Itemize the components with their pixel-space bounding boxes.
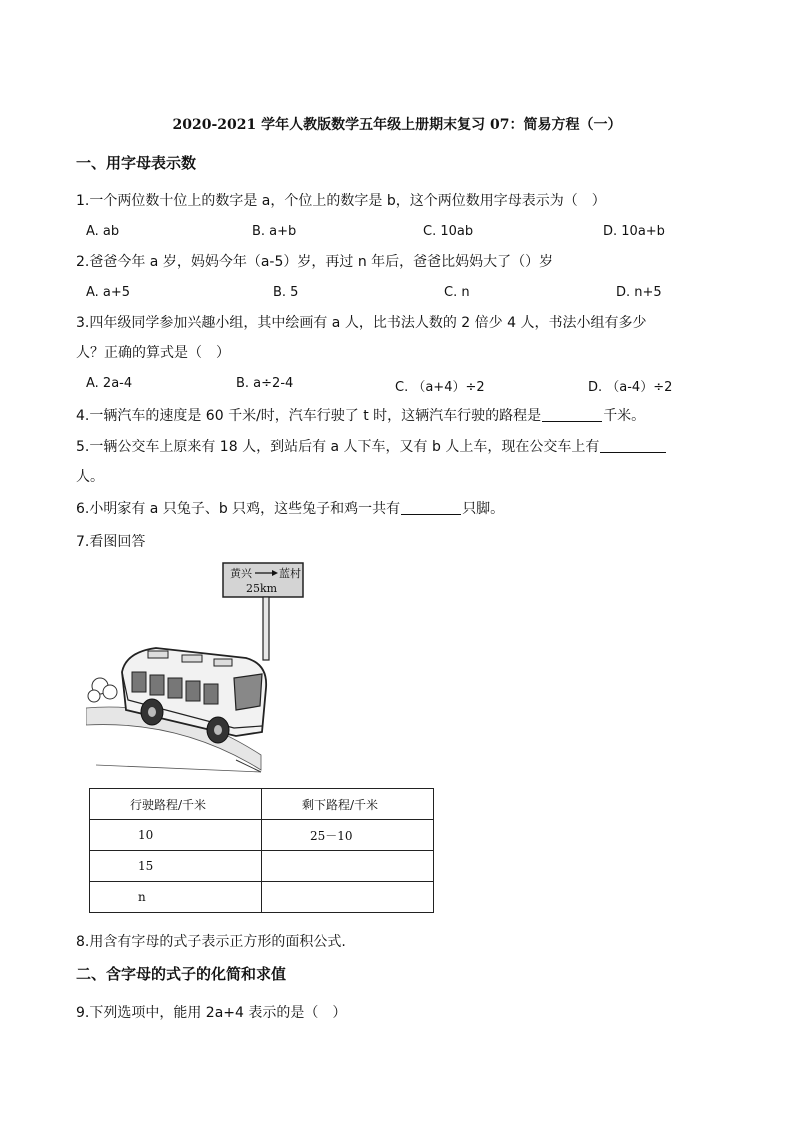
table-row: [90, 882, 434, 913]
distance-table: [89, 788, 434, 913]
q1-option-a[interactable]: A. ab: [86, 224, 120, 239]
table-answer-cell[interactable]: [262, 851, 434, 882]
question-5-text: 5.一辆公交车上原来有 18 人，到站后有 a 人下车，又有 b 人上车，现在公交车上有: [76, 439, 600, 455]
bus-road-illustration: [86, 560, 316, 775]
q3-option-c[interactable]: C. （a+4）÷2: [395, 380, 485, 395]
question-9: 9.下列选项中，能用 2a+4 表示的是（ ）: [76, 1005, 347, 1021]
sign-distance: 25km: [246, 582, 278, 595]
question-3-line-2: 人？正确的算式是（ ）: [76, 345, 230, 361]
question-4-text: 4.一辆汽车的速度是 60 千米/时，汽车行驶了 t 时，这辆汽车行驶的路程是: [76, 408, 542, 424]
question-5-line-2: 人。: [76, 469, 104, 485]
question-3-line-1: 3.四年级同学参加兴趣小组，其中绘画有 a 人，比书法人数的 2 倍少 4 人，书法小组有多少: [76, 315, 647, 331]
q2-option-d[interactable]: D. n+5: [616, 285, 662, 300]
question-2: 2.爸爸今年 a 岁，妈妈今年（a-5）岁，再过 n 年后，爸爸比妈妈大了（）岁: [76, 254, 554, 270]
answer-blank-6[interactable]: [401, 500, 461, 515]
table-cell: 15: [90, 851, 262, 882]
question-8: 8.用含有字母的式子表示正方形的面积公式.: [76, 934, 346, 950]
q3-option-a[interactable]: A. 2a-4: [86, 376, 133, 391]
page-title: 2020-2021 学年人教版数学五年级上册期末复习 07：简易方程（一）: [172, 117, 622, 133]
table-row: [90, 851, 434, 882]
section-heading-2: 二、含字母的式子的化简和求值: [76, 965, 287, 983]
q1-option-c[interactable]: C. 10ab: [423, 224, 474, 239]
table-cell: 25－10: [262, 820, 434, 851]
question-5: [76, 437, 667, 457]
sign-pole: [263, 597, 269, 660]
table-header-row: [90, 789, 434, 820]
table-header-remaining: 剩下路程/千米: [262, 789, 434, 820]
q2-option-a[interactable]: A. a+5: [86, 285, 131, 300]
table-row: [90, 820, 434, 851]
question-7: 7.看图回答: [76, 534, 146, 550]
q3-option-b[interactable]: B. a÷2-4: [236, 376, 294, 391]
q2-option-c[interactable]: C. n: [444, 285, 470, 300]
answer-blank-5[interactable]: [600, 438, 666, 453]
section-heading-1: 一、用字母表示数: [76, 154, 197, 172]
bus-windshield: [234, 674, 262, 710]
q3-option-d[interactable]: D. （a-4）÷2: [588, 380, 673, 395]
answer-blank-4[interactable]: [542, 407, 602, 422]
question-4: [76, 406, 645, 426]
question-4-unit: 千米。: [603, 408, 646, 424]
question-6-text: 6.小明家有 a 只兔子、b 只鸡，这些兔子和鸡一共有: [76, 501, 401, 517]
table-header-driven: 行驶路程/千米: [90, 789, 262, 820]
sign-to: 蓝村: [279, 567, 301, 580]
table-cell: 10: [90, 820, 262, 851]
question-6-unit: 只脚。: [462, 501, 505, 517]
sign-from: 黄兴: [230, 567, 252, 580]
table-cell: n: [90, 882, 262, 913]
table-answer-cell[interactable]: [262, 882, 434, 913]
q1-option-b[interactable]: B. a+b: [252, 224, 297, 239]
question-1: 1.一个两位数十位上的数字是 a，个位上的数字是 b，这个两位数用字母表示为（ ）: [76, 193, 606, 209]
q1-option-d[interactable]: D. 10a+b: [603, 224, 665, 239]
question-6: [76, 499, 504, 519]
q2-option-b[interactable]: B. 5: [273, 285, 299, 300]
